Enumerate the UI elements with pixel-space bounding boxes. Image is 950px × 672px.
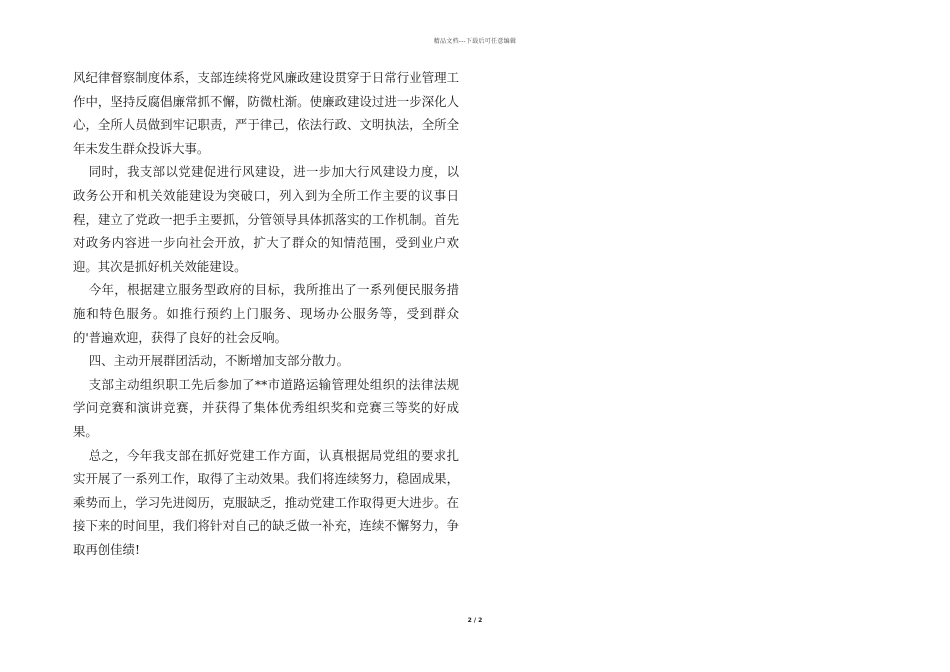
section-heading: 四、主动开展群团活动，不断增加支部分散力。 (88, 353, 349, 369)
page-header: 精品文档---下载后可任意编辑 (433, 38, 517, 45)
paragraph: 总之，今年我支部在抓好党建工作方面，认真根据局党组的要求扎实开展了一系列工作，取得了主动效果。我们将连续努力，稳固成果，乘势而上，学习先进阅历，克服缺乏，推动党建工作取得更大进步。在接下来的时间里，我们将针对自己的缺乏做一补充，连续不懈努力，争取再创佳绩! (73, 447, 459, 557)
page-number: 2 / 2 (467, 617, 483, 624)
document-body (73, 66, 459, 561)
paragraph: 风纪律督察制度体系，支部连续将党风廉政建设贯穿于日常行业管理工作中，坚持反腐倡廉常抓不懈，防微杜渐。使廉政建设过进一步深化人心，全所人员做到牢记职责，严于律己，依法行政、文明执法，全所全年未发生群众投诉大事。 (73, 70, 459, 156)
paragraph: 今年，根据建立服务型政府的目标，我所推出了一系列便民服务措施和特色服务。如推行预约上门服务、现场办公服务等，受到群众的'普遍欢迎，获得了良好的社会反响。 (73, 282, 459, 345)
paragraph: 支部主动组织职工先后参加了**市道路运输管理处组织的法律法规学问竞赛和演讲竞赛，并获得了集体优秀组织奖和竞赛三等奖的好成果。 (73, 376, 459, 439)
paragraph: 同时，我支部以党建促进行风建设，进一步加大行风建设力度，以政务公开和机关效能建设为突破口，列入到为全所工作主要的议事日程，建立了党政一把手主要抓，分管领导具体抓落实的工作机制。首先对政务内容进一步向社会开放，扩大了群众的知情范围，受到业户欢迎。其次是抓好机关效能建设。 (73, 164, 459, 274)
